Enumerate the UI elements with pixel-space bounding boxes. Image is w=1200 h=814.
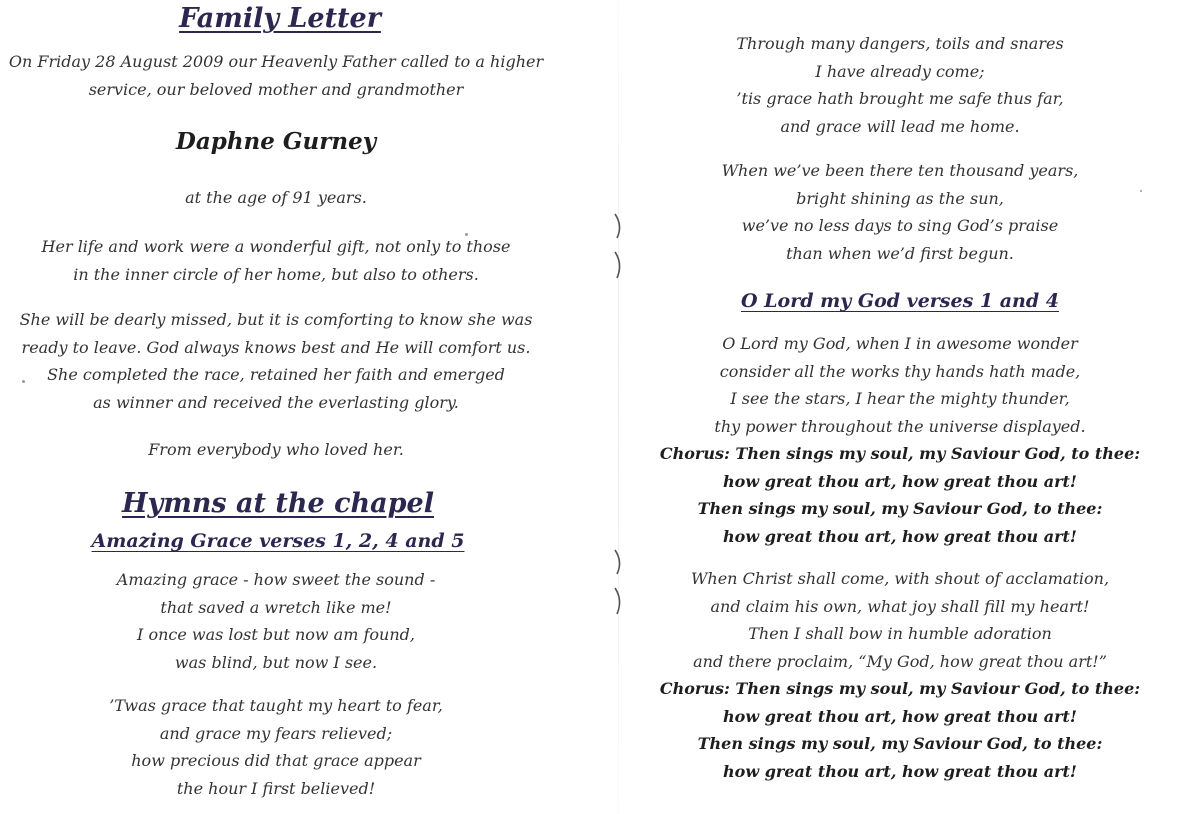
text-line: service, our beloved mother and grandmother [88,79,464,99]
verse-line: O Lord my God, when I in awesome wonder [722,334,1078,353]
verse-line: Then I shall bow in humble adoration [748,624,1052,643]
verse-line: and grace my fears relieved; [159,723,393,743]
text-line: as winner and received the everlasting glory. [93,392,459,412]
hymn-1-verse-1 [0,566,552,676]
chorus-line: Then sings my soul, my Saviour God, to thee: [697,499,1103,518]
verse-line: and grace will lead me home. [780,116,1020,136]
verse-line: that saved a wretch like me! [160,597,392,617]
verse-line: thy power throughout the universe displayed. [714,416,1086,436]
verse-line: and claim his own, what joy shall fill my heart! [710,596,1090,616]
text-line: On Friday 28 August 2009 our Heavenly Father called to a higher [8,52,544,71]
verse-line: bright shining as the sun, [796,188,1004,208]
hymn-1-verse-4 [600,157,1200,267]
hymn-1-title: Amazing Grace verses 1, 2, 4 and 5 [91,530,465,552]
chorus-line: how great thou art, how great thou art! [723,526,1077,546]
intro-paragraph [0,48,552,103]
hymn-2-chorus-1 [600,440,1200,550]
tribute-paragraph [0,233,552,288]
farewell-paragraph [0,306,552,416]
text-line: She will be dearly missed, but it is comforting to know she was [19,310,533,329]
right-page [600,0,1200,814]
verse-line: consider all the works thy hands hath made, [719,361,1081,381]
family-letter-title: Family Letter [179,3,381,34]
verse-line: how precious did that grace appear [131,751,421,770]
chorus-line: how great thou art, how great thou art! [723,761,1077,781]
left-page [0,0,560,814]
verse-line: the hour I first believed! [176,778,376,798]
sign-off: From everybody who loved her. [148,440,404,459]
hymn-1-verse-2 [0,692,552,802]
chorus-line: Then sings my soul, my Saviour God, to thee: [697,734,1103,753]
chorus-line: Chorus: Then sings my soul, my Saviour God, to thee: [659,444,1141,463]
chorus-line: how great thou art, how great thou art! [723,706,1077,726]
verse-line: was blind, but now I see. [174,652,378,672]
text-line: in the inner circle of her home, but also to others. [73,264,479,284]
verse-line: we’ve no less days to sing God’s praise [741,216,1059,235]
chorus-line: Chorus: Then sings my soul, my Saviour God, to thee: [659,679,1141,698]
verse-line: Through many dangers, toils and snares [736,34,1064,53]
chorus-line: how great thou art, how great thou art! [723,471,1077,491]
hymn-2-title: O Lord my God verses 1 and 4 [741,290,1059,312]
age-line: at the age of 91 years. [185,188,367,207]
deceased-name: Daphne Gurney [175,128,377,155]
hymn-2-chorus-2 [600,675,1200,785]
verse-line: When Christ shall come, with shout of acclamation, [690,569,1110,588]
text-line: Her life and work were a wonderful gift, not only to those [41,237,511,256]
hymn-2-verse-1 [600,330,1200,440]
verse-line: ’tis grace hath brought me safe thus far, [736,89,1064,108]
text-line: ready to leave. God always knows best and He will comfort us. [21,337,531,357]
hymn-2-verse-2 [600,565,1200,675]
verse-line: ’Twas grace that taught my heart to fear, [109,696,443,715]
verse-line: I once was lost but now am found, [137,625,415,644]
hymns-title: Hymns at the chapel [122,488,434,519]
verse-line: I have already come; [815,61,985,81]
hymn-1-verse-3 [600,30,1200,140]
verse-line: When we’ve been there ten thousand years, [721,161,1079,180]
verse-line: I see the stars, I hear the mighty thunder, [730,389,1070,408]
text-line: She completed the race, retained her faith and emerged [47,365,505,384]
verse-line: Amazing grace - how sweet the sound - [116,570,436,589]
verse-line: than when we’d first begun. [786,243,1014,263]
verse-line: and there proclaim, “My God, how great thou art!” [693,651,1107,671]
